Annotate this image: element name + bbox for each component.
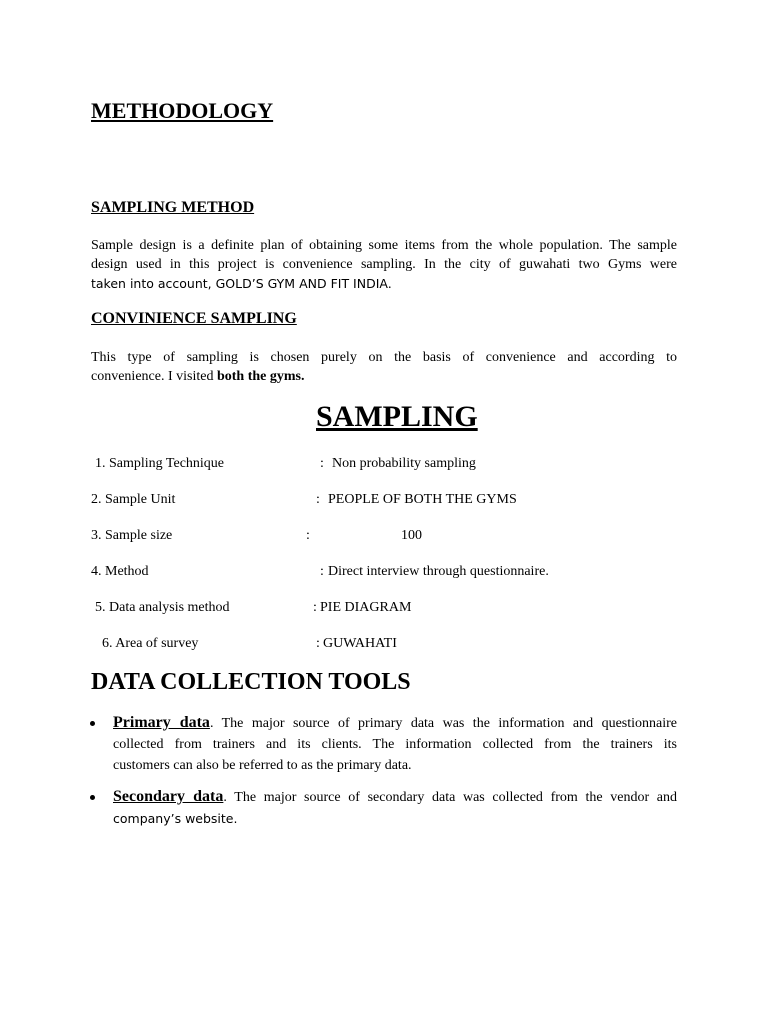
secondary-data-item [113,786,677,829]
paragraph-text: taken into account, [91,276,216,291]
paragraph-line [113,786,677,808]
paragraph-text: convenience. I visited [91,369,217,384]
paragraph-line: company’s website. [113,811,238,826]
list-item-separator: : [316,636,320,651]
paragraph-text: . The major source of primary data was the information and questionnaire [209,716,677,731]
list-item-value: PEOPLE OF BOTH THE GYMS [328,492,517,507]
list-item-label: 3. Sample size [91,528,173,543]
sampling-method-paragraph [91,236,677,294]
primary-data-item [113,712,677,776]
heading-sampling: SAMPLING [316,400,478,433]
list-item-label: 5. Data analysis method [95,600,230,615]
paragraph-line: customers can also be referred to as the primary data. [113,758,412,773]
paragraph-line: Sample design is a definite plan of obtaining some items from the whole population. The sample [91,238,677,253]
secondary-data-heading: Secondary data [113,788,224,805]
heading-convenience-sampling: CONVINIENCE SAMPLING [91,310,297,327]
heading-data-collection-tools: DATA COLLECTION TOOLS [91,669,411,695]
list-item-value: Direct interview through questionnaire. [328,564,549,579]
bold-text: both the gyms. [216,369,305,384]
heading-sampling-method: SAMPLING METHOD [91,199,255,216]
list-item-separator: : [313,600,317,615]
paragraph-line: design used in this project is convenience sampling. In the city of guwahati two Gyms were [91,257,677,272]
list-item-value: PIE DIAGRAM [320,600,412,615]
list-item-separator: : [320,564,324,579]
list-item-separator: : [320,456,324,471]
list-item-value: GUWAHATI [323,636,397,651]
bullet-icon [90,795,95,800]
paragraph-text: . [387,277,392,292]
list-item-label: 1. Sampling Technique [95,456,225,471]
primary-data-heading: Primary data [113,714,210,731]
convenience-paragraph [91,348,677,386]
list-item-value: Non probability sampling [332,456,476,471]
list-item-label: 4. Method [91,564,149,579]
paragraph-line [91,367,677,386]
gym-names: GOLD’S GYM AND FIT INDIA [215,276,388,291]
list-item-separator: : [306,528,310,543]
paragraph-text: . The major source of secondary data was collected from the vendor and [223,790,677,805]
list-item-separator: : [316,492,320,507]
heading-methodology: METHODOLOGY [91,98,274,123]
paragraph-line: collected from trainers and its clients. The information collected from the trainers its [113,737,677,752]
paragraph-line: This type of sampling is chosen purely on the basis of convenience and according to [91,350,677,365]
list-item-value: 100 [401,528,422,543]
bullet-icon [90,721,95,726]
list-item-label: 2. Sample Unit [91,492,176,507]
paragraph-line [91,274,677,294]
paragraph-line [113,712,677,734]
list-item-label: 6. Area of survey [102,636,199,651]
